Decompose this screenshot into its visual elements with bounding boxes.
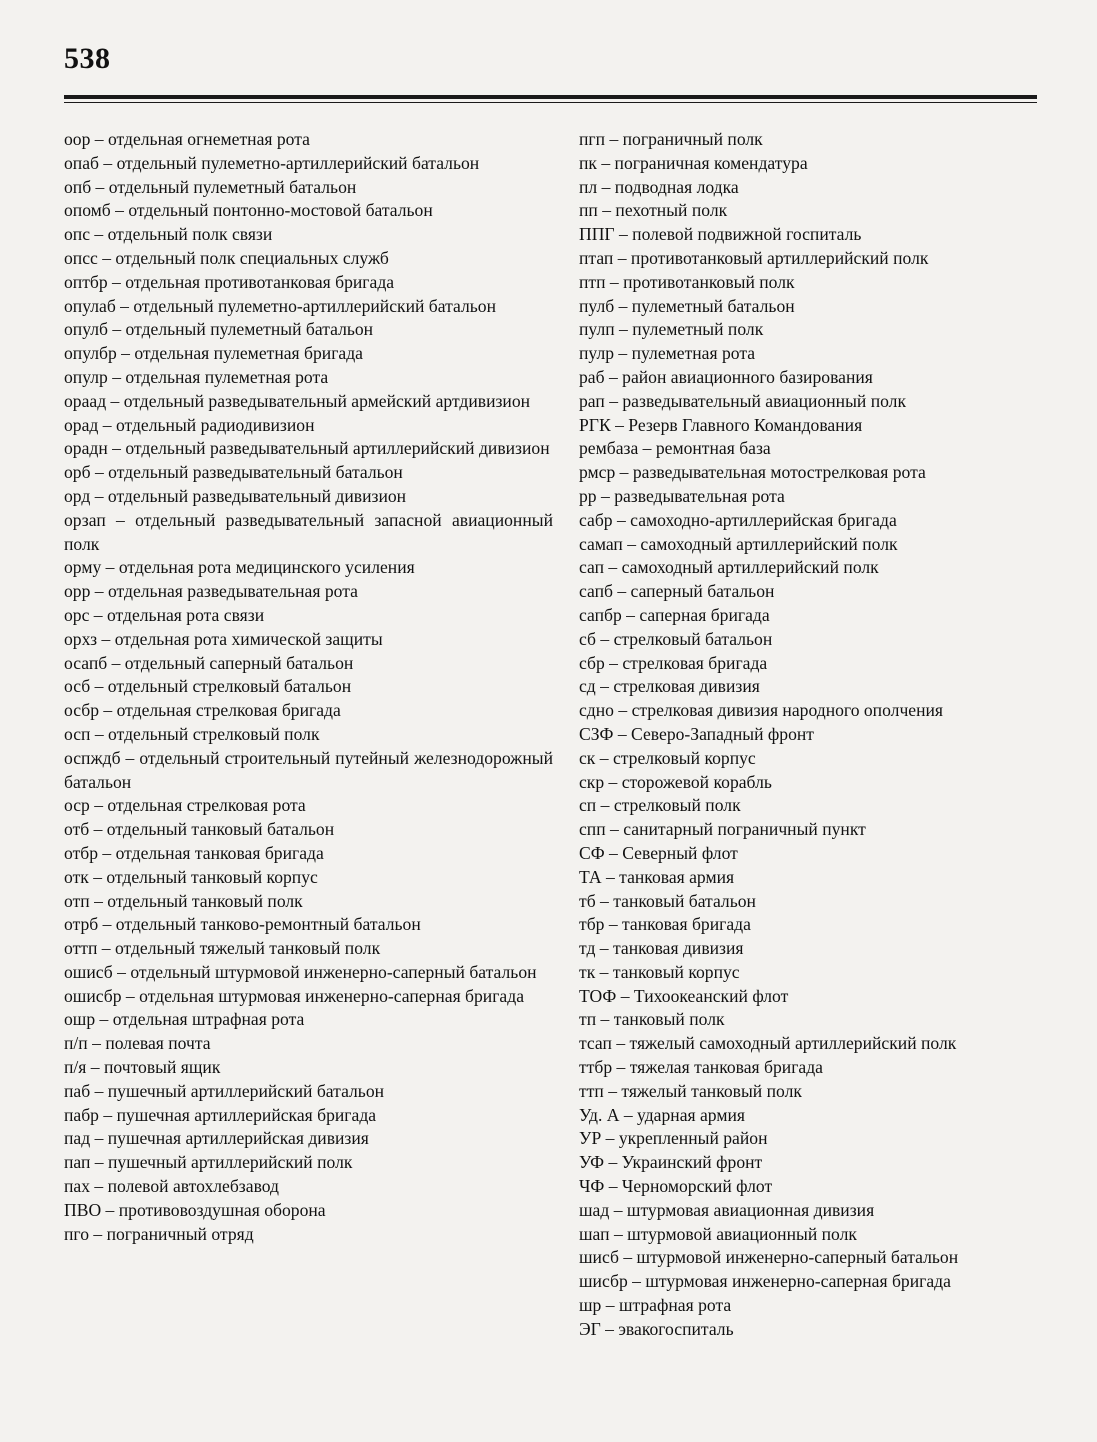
abbreviation-entry: ТОФ – Тихоокеанский флот <box>579 985 789 1006</box>
abbreviation-entry: п/п – полевая почта <box>64 1033 211 1054</box>
abbreviation-entry: отб – отдельный танковый батальон <box>64 819 335 840</box>
abbreviation-entry: ППГ – полевой подвижной госпиталь <box>579 224 862 245</box>
abbreviation-entry: раб – район авиационного базирования <box>579 366 873 387</box>
abbreviation-entry: пулб – пулеметный батальон <box>579 295 795 316</box>
abbreviation-entry: орр – отдельная разведывательная рота <box>64 581 358 602</box>
abbreviation-entry: п/я – почтовый ящик <box>64 1057 221 1078</box>
left-column <box>64 128 553 1246</box>
abbreviation-entry: опб – отдельный пулеметный батальон <box>64 176 357 197</box>
abbreviation-entry: орму – отдельная рота медицинского усиления <box>64 557 415 578</box>
abbreviation-entry: оср – отдельная стрелковая рота <box>64 795 306 816</box>
abbreviation-entry: ошр – отдельная штрафная рота <box>64 1009 305 1030</box>
abbreviation-entry: ЧФ – Черноморский флот <box>579 1176 773 1197</box>
abbreviation-entry: осапб – отдельный саперный батальон <box>64 652 354 673</box>
abbreviation-entry: пап – пушечный артиллерийский полк <box>64 1152 353 1173</box>
abbreviation-entry: птап – противотанковый артиллерийский полк <box>579 247 929 268</box>
abbreviation-entry: шисб – штурмовой инженерно-саперный батальон <box>579 1247 959 1268</box>
abbreviation-entry: сдно – стрелковая дивизия народного ополчения <box>579 700 944 721</box>
abbreviation-entry: самап – самоходный артиллерийский полк <box>579 533 898 554</box>
right-column <box>579 128 1031 1342</box>
abbreviation-entry: орадн – отдельный разведывательный артиллерийский дивизион <box>64 438 550 459</box>
abbreviation-entry: осбр – отдельная стрелковая бригада <box>64 700 341 721</box>
abbreviation-entry: ЭГ – эвакогоспиталь <box>579 1318 734 1339</box>
abbreviation-entry: орс – отдельная рота связи <box>64 604 265 625</box>
header-rule-thin <box>64 102 1037 103</box>
abbreviation-entry: сд – стрелковая дивизия <box>579 676 760 697</box>
abbreviation-entry: скр – сторожевой корабль <box>579 771 772 792</box>
abbreviation-entry: ошисбр – отдельная штурмовая инженерно-саперная бригада <box>64 985 525 1006</box>
abbreviation-entry: ТА – танковая армия <box>579 866 735 887</box>
abbreviation-entry: ПВО – противовоздушная оборона <box>64 1199 326 1220</box>
abbreviation-entry: ошисб – отдельный штурмовой инженерно-саперный батальон <box>64 961 537 982</box>
abbreviation-entry: шад – штурмовая авиационная дивизия <box>579 1199 875 1220</box>
abbreviation-entry: тбр – танковая бригада <box>579 914 751 935</box>
abbreviation-entry: опулаб – отдельный пулеметно-артиллерийский батальон <box>64 295 496 316</box>
abbreviation-entry: рмср – разведывательная мотострелковая рота <box>579 462 926 483</box>
abbreviation-entry: оспждб – отдельный строительный путейный железнодорожный батальон <box>64 747 553 792</box>
abbreviation-entry: орзап – отдельный разведывательный запасной авиационный полк <box>64 509 553 554</box>
abbreviation-entry: рембаза – ремонтная база <box>579 438 771 459</box>
abbreviation-entry: пад – пушечная артиллерийская дивизия <box>64 1128 369 1149</box>
abbreviation-entry: опулр – отдельная пулеметная рота <box>64 366 329 387</box>
abbreviation-entry: спп – санитарный пограничный пункт <box>579 819 866 840</box>
abbreviation-entry: пабр – пушечная артиллерийская бригада <box>64 1104 377 1125</box>
abbreviation-entry: пго – пограничный отряд <box>64 1223 254 1244</box>
abbreviation-entry: тк – танковый корпус <box>579 961 740 982</box>
abbreviation-entry: паб – пушечный артиллерийский батальон <box>64 1080 385 1101</box>
abbreviation-entry: пгп – пограничный полк <box>579 129 763 149</box>
abbreviation-entry: сабр – самоходно-артиллерийская бригада <box>579 509 897 530</box>
abbreviation-entry: орхз – отдельная рота химической защиты <box>64 628 383 649</box>
abbreviation-entry: орб – отдельный разведывательный батальон <box>64 462 403 483</box>
abbreviation-entry: тб – танковый батальон <box>579 890 756 911</box>
abbreviation-entry: ттбр – тяжелая танковая бригада <box>579 1057 823 1078</box>
abbreviation-entry: орад – отдельный радиодивизион <box>64 414 315 435</box>
abbreviation-entry: оптбр – отдельная противотанковая бригада <box>64 271 395 292</box>
abbreviation-entry: ск – стрелковый корпус <box>579 747 756 768</box>
abbreviation-entry: шисбр – штурмовая инженерно-саперная бригада <box>579 1271 951 1292</box>
abbreviation-entry: сап – самоходный артиллерийский полк <box>579 557 879 578</box>
abbreviation-entry: РГК – Резерв Главного Командования <box>579 414 863 435</box>
abbreviation-entry: ттп – тяжелый танковый полк <box>579 1080 802 1101</box>
abbreviation-entry: сб – стрелковый батальон <box>579 628 773 649</box>
abbreviation-entry: осп – отдельный стрелковый полк <box>64 723 320 744</box>
abbreviation-entry: опс – отдельный полк связи <box>64 224 273 245</box>
abbreviation-entry: ораад – отдельный разведывательный армейский артдивизион <box>64 390 531 411</box>
abbreviation-entry: рр – разведывательная рота <box>579 485 785 506</box>
abbreviation-entry: опулб – отдельный пулеметный батальон <box>64 319 374 340</box>
abbreviation-entry: сбр – стрелковая бригада <box>579 652 768 673</box>
abbreviation-entry: УФ – Украинский фронт <box>579 1152 763 1173</box>
abbreviation-entry: птп – противотанковый полк <box>579 271 795 292</box>
abbreviation-entry: опомб – отдельный понтонно-мостовой батальон <box>64 200 433 221</box>
abbreviation-entry: отп – отдельный танковый полк <box>64 890 303 911</box>
abbreviation-entry: пулр – пулеметная рота <box>579 343 756 364</box>
abbreviation-entry: шап – штурмовой авиационный полк <box>579 1223 857 1244</box>
abbreviation-entry: СФ – Северный флот <box>579 842 738 863</box>
abbreviation-entry: СЗФ – Северо-Западный фронт <box>579 723 814 744</box>
abbreviation-entry: оор – отдельная огнеметная рота <box>64 129 310 149</box>
abbreviation-entry: шр – штрафная рота <box>579 1295 732 1316</box>
header-rule-thick <box>64 95 1037 99</box>
abbreviation-entry: опаб – отдельный пулеметно-артиллерийский батальон <box>64 152 480 173</box>
abbreviation-entry: тп – танковый полк <box>579 1009 725 1030</box>
abbreviation-entry: отбр – отдельная танковая бригада <box>64 842 324 863</box>
page-number: 538 <box>64 42 111 75</box>
abbreviation-entry: сапбр – саперная бригада <box>579 604 770 625</box>
abbreviation-entry: пах – полевой автохлебзавод <box>64 1176 279 1197</box>
abbreviation-entry: пулп – пулеметный полк <box>579 319 764 340</box>
abbreviation-entry: сп – стрелковый полк <box>579 795 741 816</box>
abbreviation-entry: опулбр – отдельная пулеметная бригада <box>64 343 363 364</box>
abbreviation-entry: пп – пехотный полк <box>579 200 728 221</box>
abbreviation-entry: осб – отдельный стрелковый батальон <box>64 676 352 697</box>
abbreviation-entry: опсс – отдельный полк специальных служб <box>64 247 389 268</box>
abbreviation-entry: сапб – саперный батальон <box>579 581 775 602</box>
abbreviation-entry: рап – разведывательный авиационный полк <box>579 390 907 411</box>
abbreviation-entry: пк – пограничная комендатура <box>579 152 808 173</box>
abbreviation-entry: тсап – тяжелый самоходный артиллерийский полк <box>579 1033 957 1054</box>
abbreviation-entry: пл – подводная лодка <box>579 176 739 197</box>
abbreviation-entry: орд – отдельный разведывательный дивизион <box>64 485 407 506</box>
abbreviation-entry: Уд. А – ударная армия <box>579 1104 745 1125</box>
abbreviation-entry: оттп – отдельный тяжелый танковый полк <box>64 938 381 959</box>
abbreviation-entry: отк – отдельный танковый корпус <box>64 866 318 887</box>
abbreviation-entry: тд – танковая дивизия <box>579 938 744 959</box>
abbreviation-entry: отрб – отдельный танково-ремонтный батальон <box>64 914 421 935</box>
abbreviation-entry: УР – укрепленный район <box>579 1128 768 1149</box>
